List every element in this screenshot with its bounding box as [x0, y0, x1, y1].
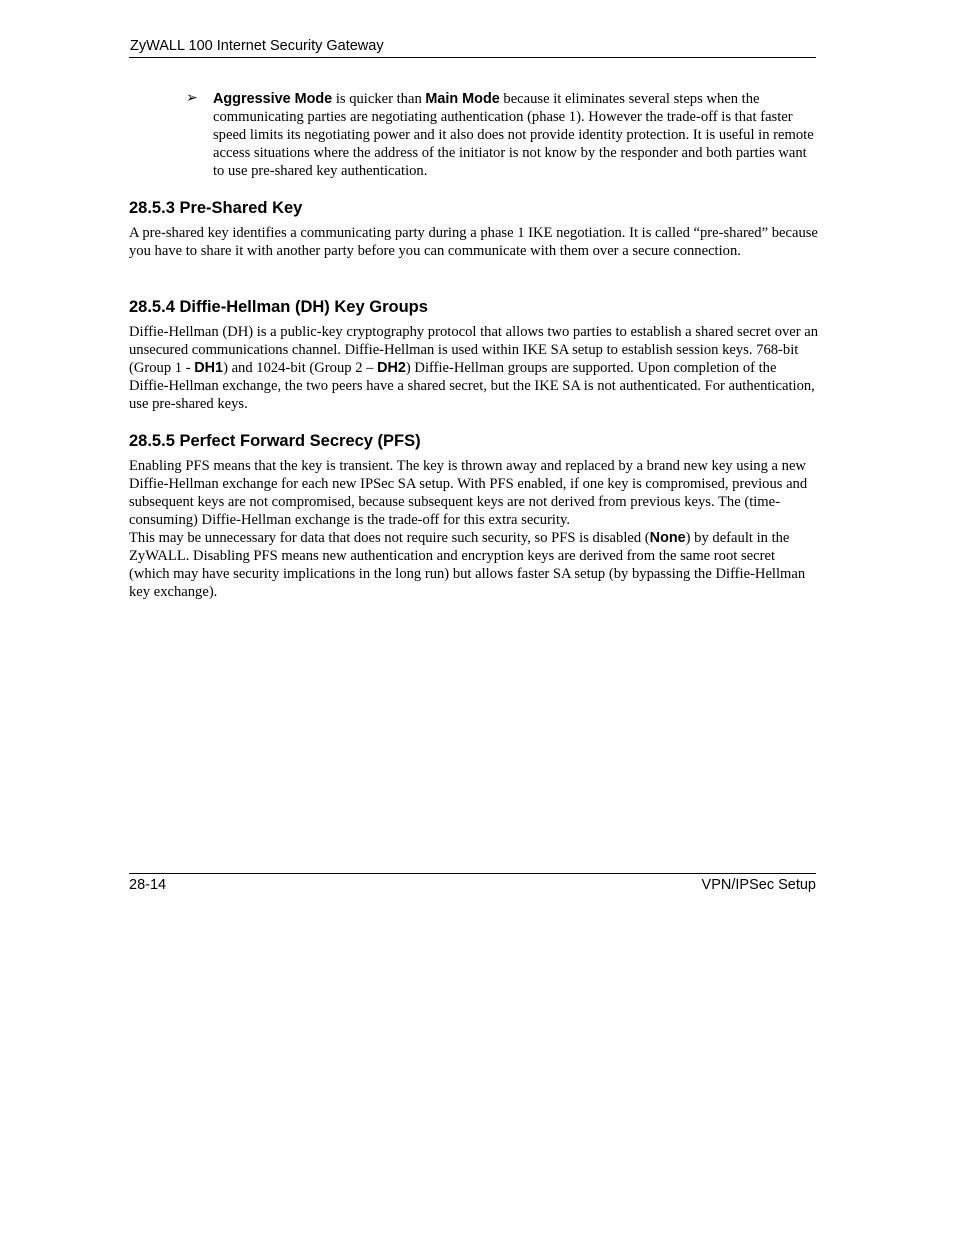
dh-text-b: ) and 1024-bit (Group 2 –: [223, 360, 378, 376]
bullet-arrow-icon: ➢: [186, 90, 198, 106]
paragraph-pfs-2: [129, 529, 819, 601]
bullet-aggressive-mode: [213, 90, 818, 180]
footer-section-title: VPN/IPSec Setup: [701, 877, 816, 893]
term-main-mode: Main Mode: [425, 91, 500, 107]
heading-pfs: 28.5.5 Perfect Forward Secrecy (PFS): [129, 432, 421, 450]
dh-text-a: Diffie-Hellman (DH) is a public-key cryptography protocol that allows two parties to establish a shared secret over an unsecured communications channel. Diffie-Hellman is used within IKE SA setup to establish session keys. 768-bit (Group 1 -: [129, 324, 819, 376]
term-aggressive-mode: Aggressive Mode: [213, 91, 333, 107]
page-footer: [129, 873, 816, 896]
pfs-text-b: ) by default in the ZyWALL. Disabling PFS means new authentication and encryption keys are derived from the same root secret (which may have security implications in the long run) but allows faster SA setup (by bypassing the Diffie-Hellman key exchange).: [129, 530, 806, 600]
paragraph-pfs-1: Enabling PFS means that the key is transient. The key is thrown away and replaced by a brand new key using a new Diffie-Hellman exchange for each new IPSec SA setup. With PFS enabled, if one key is compromised, previous and subsequent keys are not compromised, because subsequent keys are not derived from previous keys. The (time-consuming) Diffie-Hellman exchange is the trade-off for this extra security.: [129, 458, 808, 528]
pfs-text-a: This may be unnecessary for data that does not require such security, so PFS is disabled (: [129, 530, 650, 546]
term-none: None: [649, 530, 686, 546]
page-number: 28-14: [129, 877, 167, 893]
header-title: ZyWALL 100 Internet Security Gateway: [130, 38, 384, 54]
page-header: [129, 37, 816, 58]
term-dh1: DH1: [194, 360, 224, 376]
bullet-text-1: is quicker than: [332, 91, 426, 107]
heading-pre-shared-key: 28.5.3 Pre-Shared Key: [129, 199, 303, 217]
dh-text-c: ) Diffie-Hellman groups are supported. Upon completion of the Diffie-Hellman exchange, the two peers have a shared secret, but the IKE SA is not authenticated. For authentication, use pre-shared keys.: [129, 360, 815, 412]
bullet-text-2: because it eliminates several steps when the communicating parties are negotiating authentication (phase 1). However the trade-off is that faster speed limits its negotiating power and it also does not provide identity protection. It is useful in remote access situations where the address of the initiator is not know by the responder and both parties want to use pre-shared key authentication.: [213, 91, 814, 179]
paragraph-dh-key-groups: [129, 323, 819, 413]
heading-dh-key-groups: 28.5.4 Diffie-Hellman (DH) Key Groups: [129, 298, 428, 316]
paragraph-pre-shared-key: A pre-shared key identifies a communicating party during a phase 1 IKE negotiation. It is called “pre-shared” because you have to share it with another party before you can communicate with them over a secure connection.: [129, 225, 818, 259]
term-dh2: DH2: [377, 360, 406, 376]
